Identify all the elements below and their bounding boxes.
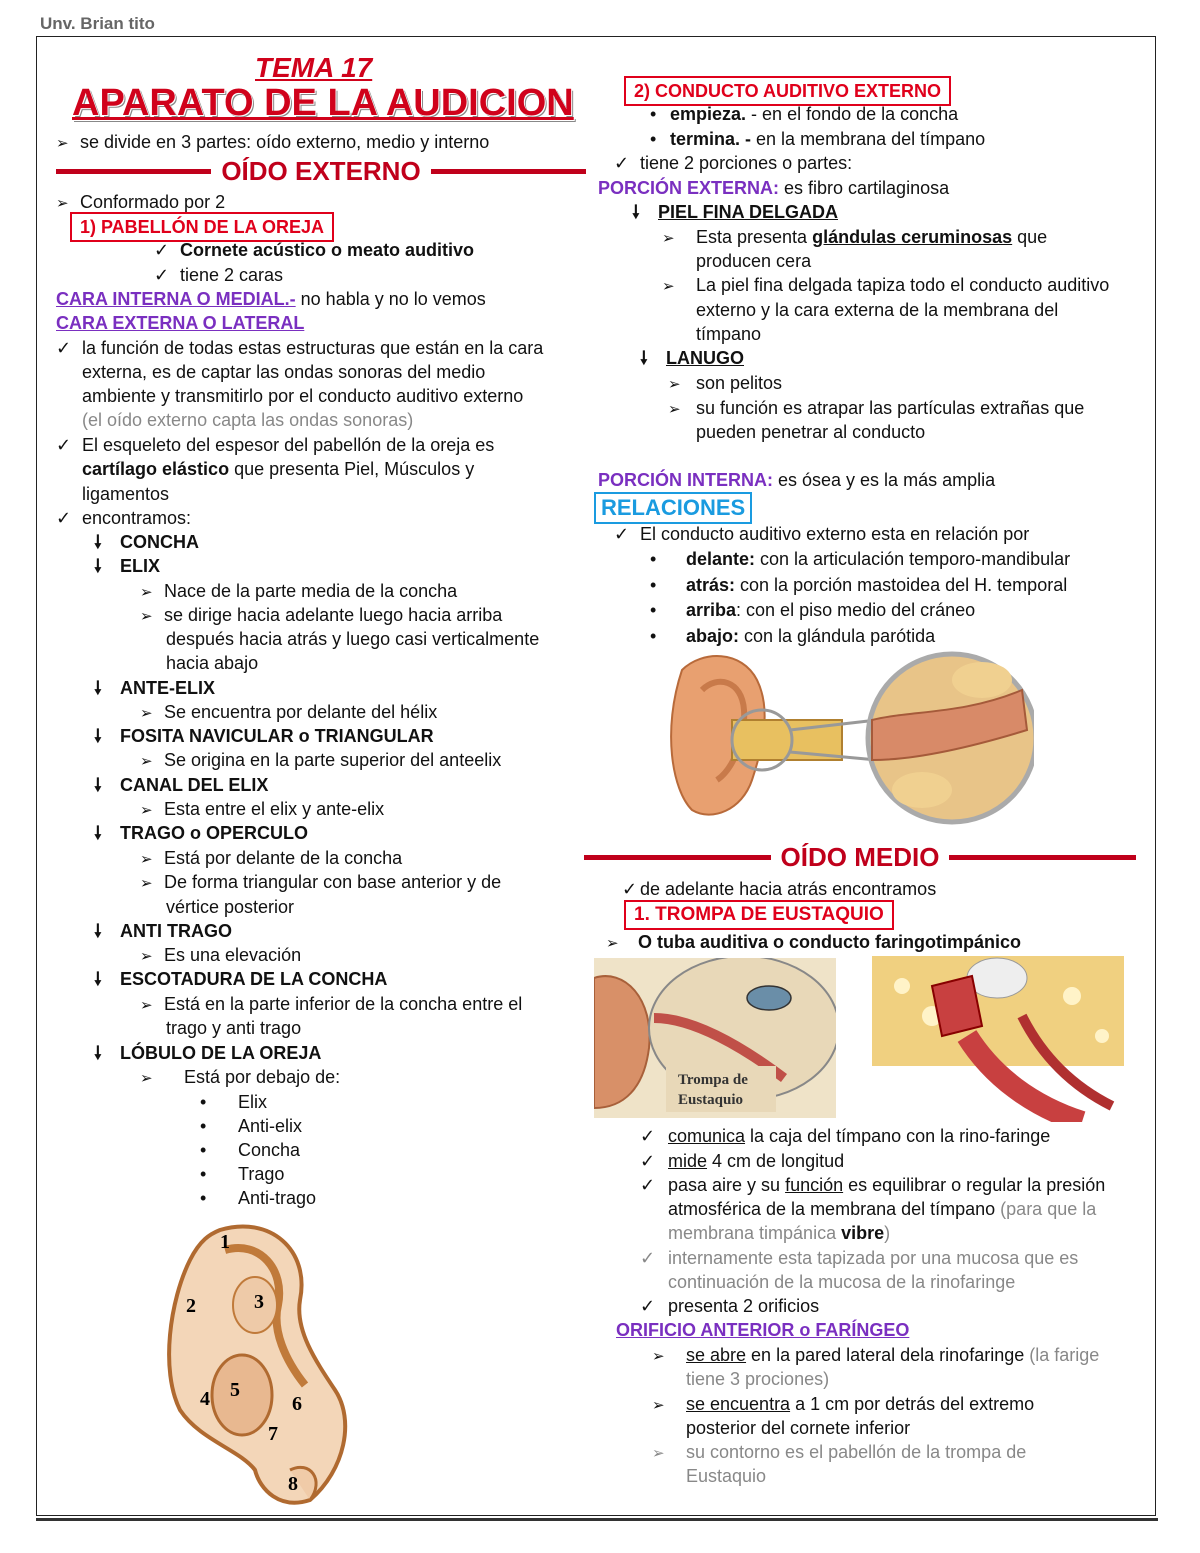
relacion-atras: • atrás: con la porción mastoidea del H. temporal	[650, 575, 1068, 595]
relacion-delante: • delante: con la articulación temporo-mandibular	[650, 549, 1071, 569]
pointer-icon: 🠗	[94, 775, 102, 795]
medio-intro: ✓ de adelante hacia atrás encontramos	[622, 879, 937, 899]
pointer-icon: 🠗	[94, 921, 102, 941]
trago-sub-2: ➢ De forma triangular con base anterior y de	[140, 872, 502, 892]
orificio-sub-1: ➢ se abre en la pared lateral dela rinofaringe (la farige	[652, 1345, 1100, 1365]
lobulo-item: 🠗 LÓBULO DE LA OREJA	[94, 1043, 322, 1063]
orificio-sub-3: ➢ su contorno es el pabellón de la trompa de	[652, 1442, 1027, 1462]
canal-sub: ➢ Esta entre el elix y ante-elix	[140, 799, 385, 819]
piel-sub-2b: externo y la cara externa de la membrana del	[696, 300, 1059, 320]
trago-item: 🠗 TRAGO o OPERCULO	[94, 823, 308, 843]
piel-item: 🠗 PIEL FINA DELGADA	[632, 202, 839, 222]
caract-mide: ✓ mide 4 cm de longitud	[640, 1151, 845, 1171]
piel-sub-2: ➢ La piel fina delgada tapiza todo el conducto auditivo	[662, 275, 1110, 295]
cara-interna-line: CARA INTERNA O MEDIAL.- no habla y no lo vemos	[56, 289, 486, 309]
trago-sub-2b: vértice posterior	[166, 897, 295, 917]
trompa-box: 1. TROMPA DE EUSTAQUIO	[624, 900, 894, 930]
cara-externa-label: CARA EXTERNA O LATERAL	[56, 313, 305, 333]
elix-sub-2b: después hacia atrás y luego casi verticalmente	[166, 629, 540, 649]
elix-sub-1: ➢ Nace de la parte media de la concha	[140, 581, 458, 601]
piel-sub-1: ➢ Esta presenta glándulas ceruminosas que	[662, 227, 1048, 247]
ear-number: 2	[186, 1295, 196, 1317]
pointer-icon: 🠗	[632, 202, 640, 222]
porcion-interna-line: PORCIÓN INTERNA: es ósea y es la más amplia	[598, 470, 996, 490]
pointer-icon: 🠗	[94, 726, 102, 746]
ear-number: 1	[220, 1231, 230, 1253]
caract-funcion: ✓ pasa aire y su función es equilibrar o regular la presión	[640, 1175, 1106, 1195]
author-name: Unv. Brian tito	[40, 14, 155, 33]
orificio-anterior-label: ORIFICIO ANTERIOR o FARÍNGEO	[616, 1320, 910, 1340]
funcion-line-3: ambiente y transmitirlo por el conducto auditivo externo	[82, 386, 524, 406]
section-oido-externo: OÍDO EXTERNO	[56, 156, 586, 187]
pabellon-box: 1) PABELLÓN DE LA OREJA	[70, 212, 334, 242]
orificio-sub-2: ➢ se encuentra a 1 cm por detrás del extremo	[652, 1394, 1035, 1414]
escotadura-sub-b: trago y anti trago	[166, 1018, 302, 1038]
concha-item: 🠗 CONCHA	[94, 532, 199, 552]
elix-sub-2c: hacia abajo	[166, 653, 259, 673]
lobulo-sub: ➢ Está por debajo de:	[140, 1067, 341, 1087]
ear-number: 8	[288, 1473, 298, 1495]
ear-number: 6	[292, 1393, 302, 1415]
caract-funcion-c: membrana timpánica vibre)	[668, 1223, 891, 1243]
pointer-icon: 🠗	[94, 556, 102, 576]
termina-line: • termina. - en la membrana del tímpano	[650, 129, 986, 149]
pointer-icon: 🠗	[640, 348, 648, 368]
pointer-icon: 🠗	[94, 823, 102, 843]
fosita-item: 🠗 FOSITA NAVICULAR o TRIANGULAR	[94, 726, 434, 746]
antelix-item: 🠗 ANTE-ELIX	[94, 678, 216, 698]
relacion-intro: ✓ El conducto auditivo externo esta en relación por	[614, 524, 1030, 544]
caract-comunica: ✓ comunica la caja del tímpano con la rino-faringe	[640, 1126, 1051, 1146]
lanugo-sub-2: ➢ su función es atrapar las partículas extrañas que	[668, 398, 1085, 418]
lobulo-list-item: • Trago	[200, 1164, 285, 1184]
lobulo-list-item: • Anti-trago	[200, 1188, 317, 1208]
piel-sub-1b: producen cera	[696, 251, 812, 271]
caract-funcion-b: atmosférica de la membrana del tímpano (para que la	[668, 1199, 1097, 1219]
cornete-line: ✓ Cornete acústico o meato auditivo	[154, 240, 475, 260]
relacion-arriba: • arriba: con el piso medio del cráneo	[650, 600, 976, 620]
escotadura-item: 🠗 ESCOTADURA DE LA CONCHA	[94, 969, 388, 989]
lobulo-list-item: • Concha	[200, 1140, 301, 1160]
lobulo-list-item: • Elix	[200, 1092, 268, 1112]
lanugo-item: 🠗 LANUGO	[640, 348, 744, 368]
pointer-icon: 🠗	[94, 532, 102, 552]
escotadura-sub: ➢ Está en la parte inferior de la concha entre el	[140, 994, 523, 1014]
conducto-box: 2) CONDUCTO AUDITIVO EXTERNO	[624, 76, 951, 106]
trago-sub-1: ➢ Está por delante de la concha	[140, 848, 403, 868]
page-title: APARATO DE LA AUDICION	[72, 82, 574, 124]
ear-number: 3	[254, 1291, 264, 1313]
intro-line: ➢ se divide en 3 partes: oído externo, medio y interno	[56, 132, 490, 152]
elix-sub-2: ➢ se dirige hacia adelante luego hacia arriba	[140, 605, 503, 625]
ear-number: 7	[268, 1423, 278, 1445]
bottom-rule	[36, 1518, 1158, 1521]
relacion-abajo: • abajo: con la glándula parótida	[650, 626, 936, 646]
funcion-line-2: externa, es de captar las ondas sonoras del medio	[82, 362, 486, 382]
orificio-sub-1b: tiene 3 prociones)	[686, 1369, 830, 1389]
empieza-line: • empieza. - en el fondo de la concha	[650, 104, 959, 124]
middle-ear-section-illustration	[872, 956, 1124, 1122]
lobulo-list-item: • Anti-elix	[200, 1116, 303, 1136]
pointer-icon: 🠗	[94, 1043, 102, 1063]
pointer-icon: 🠗	[94, 678, 102, 698]
esqueleto-line-3: ligamentos	[82, 484, 170, 504]
tuba-line: ➢ O tuba auditiva o conducto faringotimpánico	[606, 932, 1022, 952]
trompa-label: Trompa de	[678, 1072, 748, 1088]
esqueleto-line-2: cartílago elástico que presenta Piel, Músculos y	[82, 459, 475, 479]
lanugo-sub-1: ➢ son pelitos	[668, 373, 783, 393]
eustachian-tube-illustration	[594, 958, 836, 1118]
funcion-line-1: ✓ la función de todas estas estructuras que están en la cara	[56, 338, 544, 358]
section-oido-medio: OÍDO MEDIO	[584, 842, 1136, 873]
canal-item: 🠗 CANAL DEL ELIX	[94, 775, 269, 795]
caract-mucosa: ✓ internamente esta tapizada por una mucosa que es	[640, 1248, 1079, 1268]
fosita-sub: ➢ Se origina en la parte superior del anteelix	[140, 750, 502, 770]
antitrago-item: 🠗 ANTI TRAGO	[94, 921, 232, 941]
antitrago-sub: ➢ Es una elevación	[140, 945, 302, 965]
caract-orificios: ✓ presenta 2 orificios	[640, 1296, 820, 1316]
ear-canal-illustration	[662, 650, 1034, 826]
orificio-sub-3b: Eustaquio	[686, 1466, 767, 1486]
esqueleto-line-1: ✓ El esqueleto del espesor del pabellón de la oreja es	[56, 435, 495, 455]
pointer-icon: 🠗	[94, 969, 102, 989]
funcion-line-4: (el oído externo capta las ondas sonoras)	[82, 410, 414, 430]
lanugo-sub-2b: pueden penetrar al conducto	[696, 422, 926, 442]
ear-number: 4	[200, 1388, 210, 1410]
encontramos-line: ✓ encontramos:	[56, 508, 192, 528]
porciones-line: ✓ tiene 2 porciones o partes:	[614, 153, 853, 173]
caract-mucosa-b: continuación de la mucosa de la rinofaringe	[668, 1272, 1016, 1292]
tema-number: TEMA 17	[255, 52, 373, 83]
trompa-label: Eustaquio	[678, 1092, 744, 1108]
ear-number: 5	[230, 1379, 240, 1401]
conformado-line: ➢ Conformado por 2	[56, 192, 226, 212]
ear-diagram	[160, 1220, 380, 1510]
piel-sub-2c: tímpano	[696, 324, 762, 344]
antelix-sub: ➢ Se encuentra por delante del hélix	[140, 702, 438, 722]
caras-line: ✓ tiene 2 caras	[154, 265, 284, 285]
elix-item: 🠗 ELIX	[94, 556, 161, 576]
relaciones-box: RELACIONES	[594, 492, 752, 524]
orificio-sub-2b: posterior del cornete inferior	[686, 1418, 911, 1438]
porcion-externa-line: PORCIÓN EXTERNA: es fibro cartilaginosa	[598, 178, 950, 198]
